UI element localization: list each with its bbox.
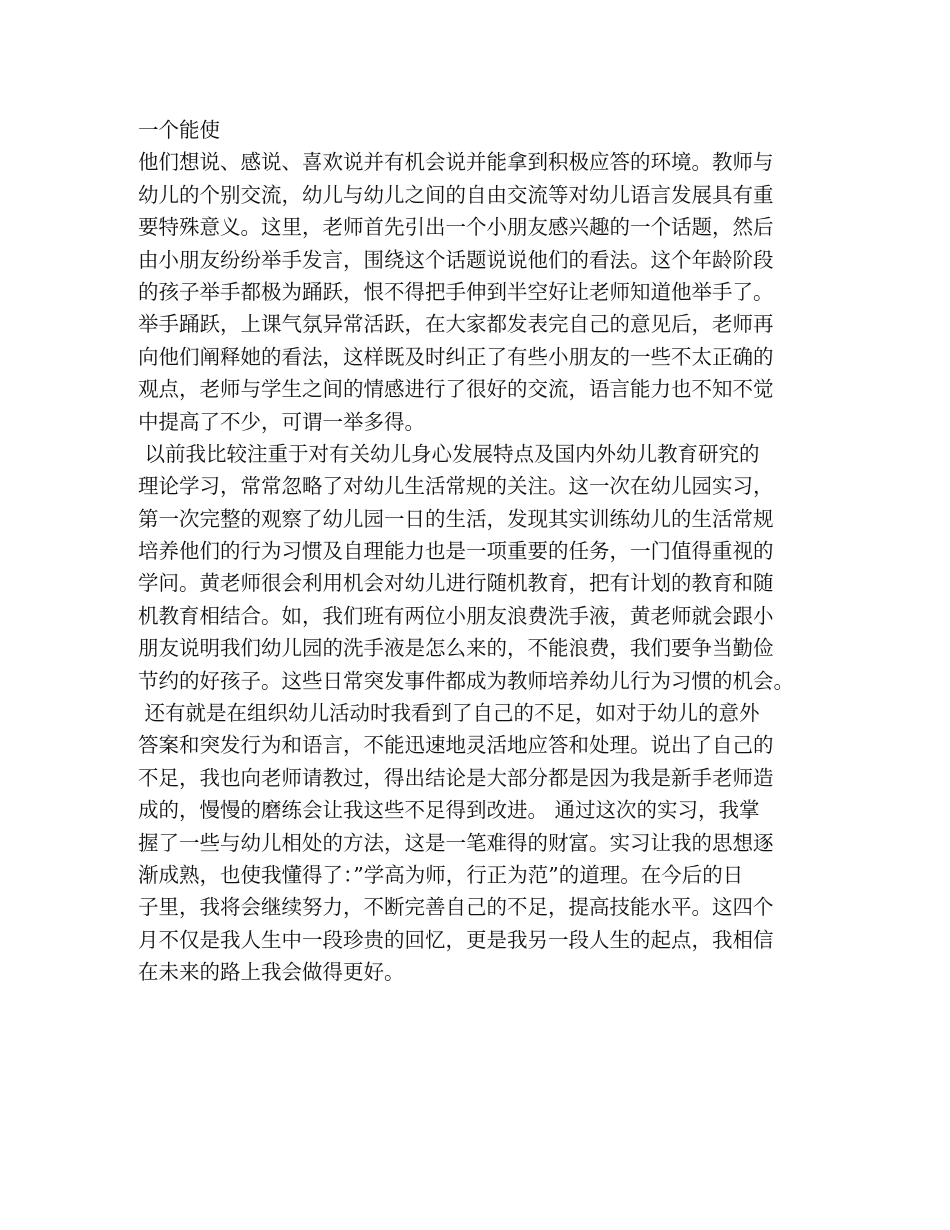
text-line: 理论学习，常常忽略了对幼儿生活常规的关注。这一次在幼儿园实习， bbox=[138, 474, 774, 499]
text-line: 他们想说、感说、喜欢说并有机会说并能拿到积极应答的环境。教师与 bbox=[138, 150, 774, 175]
text-line: 答案和突发行为和语言，不能迅速地灵活地应答和处理。说出了自己的 bbox=[138, 733, 774, 758]
text-line: 月不仅是我人生中一段珍贵的回忆，更是我另一段人生的起点，我相信 bbox=[138, 927, 774, 952]
text-line: 举手踊跃，上课气氛异常活跃，在大家都发表完自己的意见后，老师再 bbox=[138, 312, 774, 337]
text-line: 一个能使 bbox=[138, 118, 220, 142]
text-line: 中提高了不少，可谓一举多得。 bbox=[138, 409, 425, 434]
text-line: 学问。黄老师很会利用机会对幼儿进行随机教育，把有计划的教育和随 bbox=[138, 571, 774, 596]
text-line: 第一次完整的观察了幼儿园一日的生活，发现其实训练幼儿的生活常规 bbox=[138, 506, 774, 531]
text-line: 培养他们的行为习惯及自理能力也是一项重要的任务，一门值得重视的 bbox=[138, 539, 774, 564]
text-line: 不足，我也向老师请教过，得出结论是大部分都是因为我是新手老师造 bbox=[138, 765, 774, 790]
text-line: 以前我比较注重于对有关幼儿身心发展特点及国内外幼儿教育研究的 bbox=[138, 441, 760, 466]
text-line: 子里，我将会继续努力，不断完善自己的不足，提高技能水平。这四个 bbox=[138, 895, 774, 920]
text-line: 节约的好孩子。这些日常突发事件都成为教师培养幼儿行为习惯的机会。 bbox=[138, 668, 794, 693]
text-line: 朋友说明我们幼儿园的洗手液是怎么来的，不能浪费，我们要争当勤俭 bbox=[138, 636, 774, 661]
text-line: 机教育相结合。如，我们班有两位小朋友浪费洗手液，黄老师就会跟小 bbox=[138, 603, 774, 628]
text-line: 观点，老师与学生之间的情感进行了很好的交流，语言能力也不知不觉 bbox=[138, 377, 774, 402]
text-line: 还有就是在组织幼儿活动时我看到了自己的不足，如对于幼儿的意外 bbox=[138, 701, 760, 726]
document-body bbox=[138, 114, 828, 989]
text-line: 在未来的路上我会做得更好。 bbox=[138, 960, 405, 985]
text-line: 握了一些与幼儿相处的方法，这是一笔难得的财富。实习让我的思想逐 bbox=[138, 830, 774, 855]
text-line: 要特殊意义。这里，老师首先引出一个小朋友感兴趣的一个话题，然后 bbox=[138, 215, 774, 240]
text-line: 的孩子举手都极为踊跃，恨不得把手伸到半空好让老师知道他举手了。 bbox=[138, 279, 774, 304]
text-line: 成的，慢慢的磨练会让我这些不足得到改进。 通过这次的实习，我掌 bbox=[138, 798, 760, 823]
text-line: 由小朋友纷纷举手发言，围绕这个话题说说他们的看法。这个年龄阶段 bbox=[138, 247, 774, 272]
text-line: 渐成熟，也使我懂得了：”学高为师，行正为范”的道理。在今后的日 bbox=[138, 862, 744, 887]
text-line: 向他们阐释她的看法，这样既及时纠正了有些小朋友的一些不太正确的 bbox=[138, 344, 774, 369]
text-line: 幼儿的个别交流，幼儿与幼儿之间的自由交流等对幼儿语言发展具有重 bbox=[138, 182, 774, 207]
